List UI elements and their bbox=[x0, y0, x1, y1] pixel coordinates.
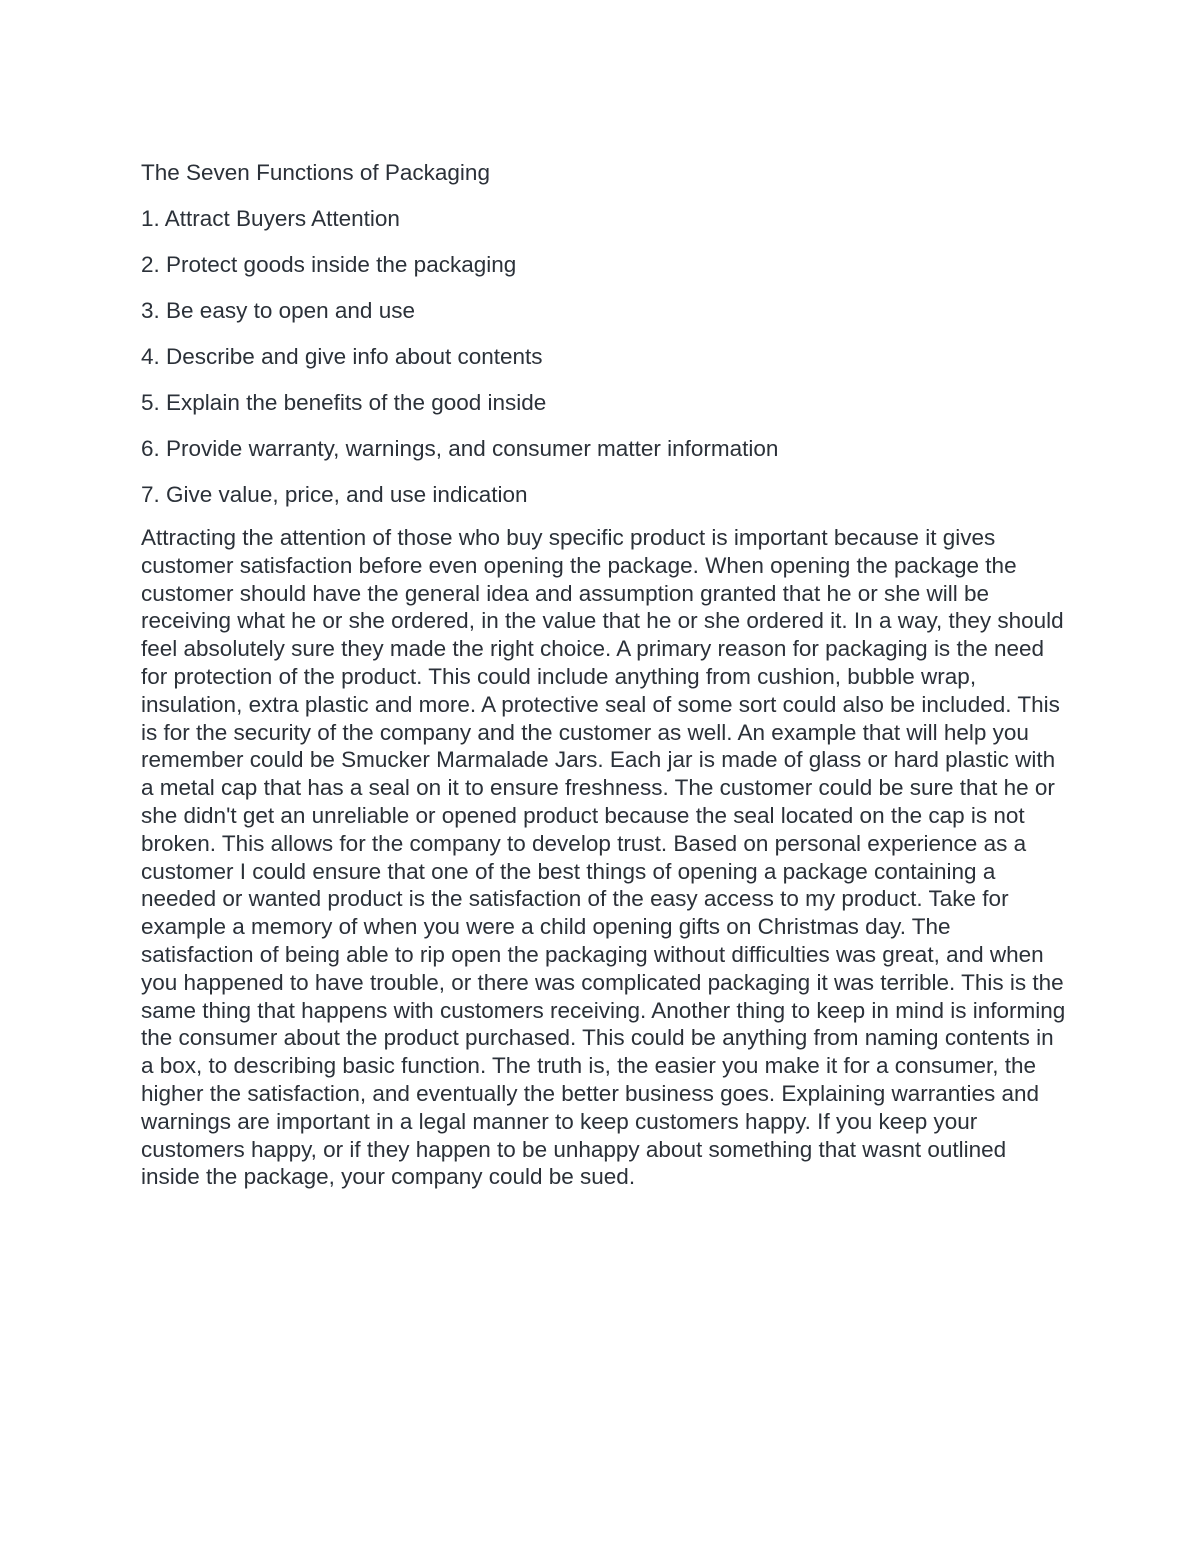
body-paragraph: Attracting the attention of those who buy specific product is important because it gives customer satisfaction before even opening the package. When opening the package the customer should have the general idea and assumption granted that he or she will be receiving what he or she ordered, in the value that he or she ordered it. In a way, they should feel absolutely sure they made the right choice. A primary reason for packaging is the need for protection of the product. This could include anything from cushion, bubble wrap, insulation, extra plastic and more. A protective seal of some sort could also be included. This is for the security of the company and the customer as well. An example that will help you remember could be Smucker Marmalade Jars. Each jar is made of glass or hard plastic with a metal cap that has a seal on it to ensure freshness. The customer could be sure that he or she didn't get an unreliable or opened product because the seal located on the cap is not broken. This allows for the company to develop trust. Based on personal experience as a customer I could ensure that one of the best things of opening a package containing a needed or wanted product is the satisfaction of the easy access to my product. Take for example a memory of when you were a child opening gifts on Christmas day. The satisfaction of being able to rip open the packaging without difficulties was great, and when you happened to have trouble, or there was complicated packaging it was terrible. This is the same thing that happens with customers receiving. Another thing to keep in mind is informing the consumer about the product purchased. This could be anything from naming contents in a box, to describing basic function. The truth is, the easier you make it for a consumer, the higher the satisfaction, and eventually the better business goes. Explaining warranties and warnings are important in a legal manner to keep customers happy. If you keep your customers happy, or if they happen to be unhappy about something that wasnt outlined inside the package, your company could be sued. bbox=[141, 525, 1066, 1190]
function-item bbox=[141, 248, 1066, 282]
function-number: 6. bbox=[141, 436, 160, 461]
function-text: Attract Buyers Attention bbox=[164, 206, 400, 231]
function-text: Provide warranty, warnings, and consumer matter information bbox=[166, 436, 779, 461]
function-number: 3. bbox=[141, 298, 160, 323]
function-number: 2. bbox=[141, 252, 160, 277]
function-item bbox=[141, 340, 1066, 374]
functions-list bbox=[141, 202, 1066, 512]
function-item bbox=[141, 202, 1066, 236]
function-number: 1. bbox=[141, 206, 160, 231]
function-item bbox=[141, 294, 1066, 328]
function-number: 4. bbox=[141, 344, 160, 369]
function-number: 7. bbox=[141, 482, 160, 507]
document-title: The Seven Functions of Packaging bbox=[141, 160, 490, 185]
function-text: Give value, price, and use indication bbox=[166, 482, 528, 507]
document-content bbox=[141, 156, 1066, 1191]
function-item bbox=[141, 432, 1066, 466]
function-item bbox=[141, 478, 1066, 512]
function-text: Explain the benefits of the good inside bbox=[166, 390, 547, 415]
function-text: Protect goods inside the packaging bbox=[166, 252, 517, 277]
function-item bbox=[141, 386, 1066, 420]
function-number: 5. bbox=[141, 390, 160, 415]
function-text: Describe and give info about contents bbox=[166, 344, 543, 369]
function-text: Be easy to open and use bbox=[166, 298, 415, 323]
